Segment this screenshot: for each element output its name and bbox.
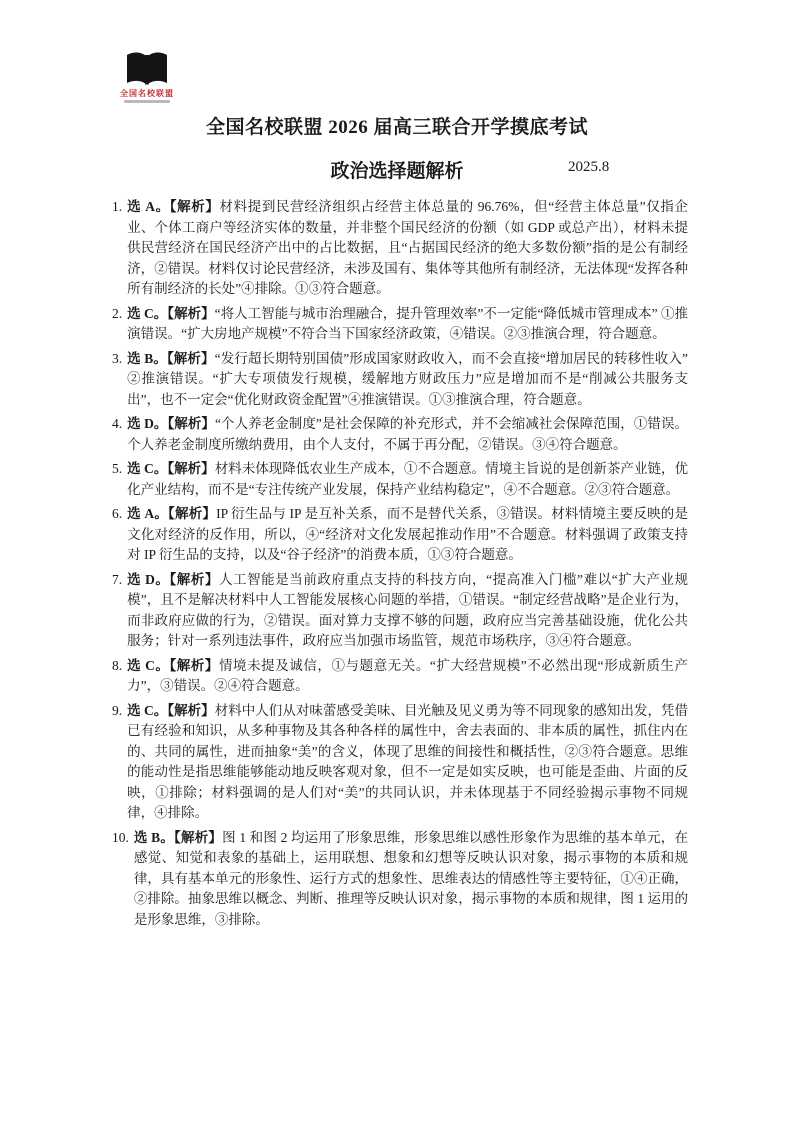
answer-item [112,570,688,652]
item-number: 2. [112,305,123,321]
subtitle-row [0,156,794,182]
item-text [127,349,688,411]
item-text [127,459,688,500]
answer-item [112,656,688,697]
analysis-text: IP 衍生品与 IP 是互补关系，而不是替代关系，③错误。材料情境主要反映的是文化对经济的反作用，所以，④“经济对文化发展起推动作用”不合题意。材料强调了政策支持对 IP 衍生品的支持，以及“谷子经济”的消费本质，①③符合题意。 [127,506,688,562]
answer-item [112,828,688,931]
answer-label: 选 C。【解析】 [127,461,215,476]
answer-label: 选 C。【解析】 [127,305,215,321]
item-number: 9. [112,702,123,718]
analysis-text: 材料未体现降低农业生产成本，①不合题意。情境主旨说的是创新茶产业链，优化产业结构，而不是“专注传统产业发展，保持产业结构稳定”，④不合题意。②③符合题意。 [127,461,689,497]
item-text [127,701,688,824]
answer-item [112,414,688,455]
item-text [127,570,688,652]
analysis-text: 情境未提及诚信，①与题意无关。“扩大经营规模”不必然出现“形成新质生产力”，③错误。②④符合题意。 [127,657,688,693]
item-number: 1. [112,199,123,214]
answer-item [112,304,688,345]
item-text [127,414,688,455]
analysis-text: “将人工智能与城市治理融合，提升管理效率”不一定能“降低城市管理成本” ①推演错误。“扩大房地产规模”不符合当下国家经济政策，④错误。②③推演合理，符合题意。 [127,305,689,341]
answer-label: 选 B。【解析】 [133,829,223,845]
item-text [127,656,688,697]
item-text [127,504,688,566]
answer-item [112,459,688,500]
answer-item [112,701,688,824]
analysis-text: 材料提到民营经济组织占经营主体总量的 96.76%，但“经营主体总量”仅指企业、个体工商户等经济实体的数量，并非整个国民经济的份额（如 GDP 或总产出），材料未提供民营经济在国民经济产出中的占比数据，且“占据国民经济的绝大多数份额”指的是公有制经济，②错误。材料仅讨论民营经济，未涉及国有、集体等其他所有制经济，无法体现“发挥各种所有制经济的长处”④排除。①③符合题意。 [127,199,689,296]
logo-subtext [124,100,170,103]
answer-label: 选 A。【解析】 [127,506,217,521]
item-number: 7. [112,571,123,587]
answer-label: 选 B。【解析】 [127,350,215,366]
answer-item [112,197,688,300]
analysis-text: 图 1 和图 2 均运用了形象思维，形象思维以感性形象作为思维的基本单元，在感觉、知觉和表象的基础上，运用联想、想象和幻想等反映认识对象，揭示事物的本质和规律，具有基本单元的形象性、运行方式的想象性、思维表达的情感性等主要特征，①④正确，②排除。抽象思维以概念、判断、推理等反映认识对象，揭示事物的本质和规律，图 1 运用的是形象思维，③排除。 [133,829,688,927]
analysis-text: 人工智能是当前政府重点支持的科技方向，“提高准入门槛”难以“扩大产业规模”，且不是解决材料中人工智能发展核心问题的举措，①错误。“制定经营战略”是企业行为，而非政府应做的行为，②错误。面对算力支撑不够的问题，政府应当完善基础设施，优化公共服务；针对一系列违法事件，政府应当加强市场监管，规范市场秩序，③④符合题意。 [127,571,688,648]
item-text [127,197,688,300]
item-text [134,828,688,931]
analysis-text: 材料中人们从对味蕾感受美味、目光触及见义勇为等不同现象的感知出发，凭借已有经验和知识，从多种事物及其各种各样的属性中，舍去表面的、非本质的属性，抓住内在的、共同的属性，进而抽象“美”的含义，体现了思维的间接性和概括性，②③符合题意。思维的能动性是指思维能够能动地反映客观对象，但不一定是如实反映，也可能是歪曲、片面的反映，①排除；材料强调的是人们对“美”的共同认识，并未体现基于不同经验揭示事物不同规律，④排除。 [127,702,689,820]
exam-date: 2025.8 [568,159,610,175]
item-number: 6. [112,506,123,521]
item-number: 5. [112,461,123,476]
open-book-logo-icon [124,50,170,88]
answer-label: 选 C。【解析】 [127,657,219,673]
item-number: 10. [112,829,129,845]
answer-label: 选 A。【解析】 [127,199,220,214]
item-number: 4. [112,416,123,431]
answer-label: 选 D。【解析】 [127,571,219,587]
answer-item [112,504,688,566]
analysis-text: “发行超长期特别国债”形成国家财政收入，而不会直接“增加居民的转移性收入” ②推演错误。“扩大专项债发行规模，缓解地方财政压力”应是增加而不是“削减公共服务支出”，也不一定会“优化财政资金配置”④推演错误。①③推演合理，符合题意。 [127,350,688,407]
page-title: 全国名校联盟 2026 届高三联合开学摸底考试 [205,117,588,138]
answer-label: 选 D。【解析】 [127,416,215,431]
logo [116,50,178,103]
item-number: 3. [112,350,123,366]
page-subtitle: 政治选择题解析 [330,161,464,182]
analysis-text: “个人养老金制度”是社会保障的补充形式，并不会缩减社会保障范围，①错误。个人养老金制度所缴纳费用，由个人支付，不属于再分配，②错误。③④符合题意。 [127,416,688,452]
answer-label: 选 C。【解析】 [127,702,215,718]
logo-text: 全国名校联盟 [120,89,174,98]
answer-list [0,182,794,930]
answer-item [112,349,688,411]
item-number: 8. [112,657,123,673]
item-text [127,304,688,345]
